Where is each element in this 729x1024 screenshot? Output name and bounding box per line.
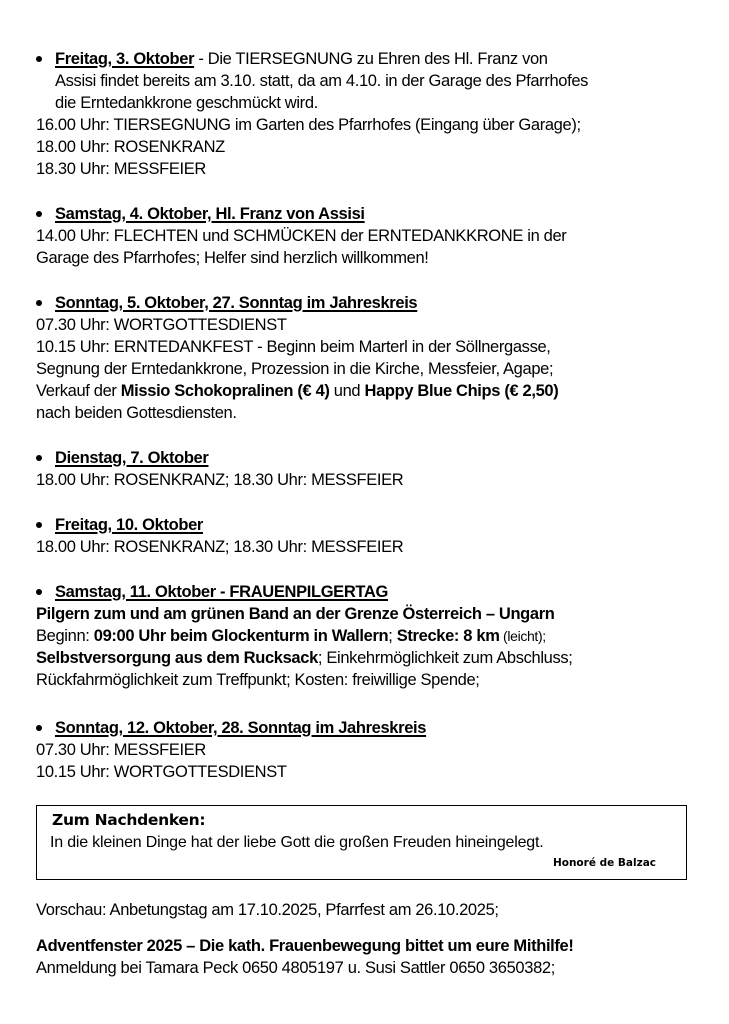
event-text-line: Assisi findet bereits am 3.10. statt, da am 4.10. in der Garage des Pfarrhofes (55, 72, 589, 90)
detail-sep: ; (388, 627, 397, 645)
event-heading: Freitag, 10. Oktober (55, 516, 203, 534)
event-heading-suffix: - Die TIERSEGNUNG zu Ehren des Hl. Franz von (194, 50, 548, 68)
event-text-line: die Erntedankkrone geschmückt wird. (55, 94, 318, 112)
event-text-line: Garage des Pfarrhofes; Helfer sind herzlich willkommen! (36, 249, 429, 267)
event-detail-line (36, 647, 573, 669)
event-heading: Sonntag, 5. Oktober, 27. Sonntag im Jahreskreis (55, 294, 418, 312)
detail-supply: Selbstversorgung aus dem Rucksack (36, 649, 318, 667)
event-time-line: 10.15 Uhr: WORTGOTTESDIENST (36, 763, 287, 781)
event-heading-line (55, 514, 203, 536)
event-heading: Freitag, 3. Oktober (55, 50, 195, 68)
advent-title: Adventfenster 2025 – Die kath. Frauenbewegung bittet um eure Mithilfe! (36, 937, 574, 955)
detail-stop: ; Einkehrmöglichkeit zum Abschluss; (317, 649, 573, 667)
event-text-line: nach beiden Gottesdiensten. (36, 404, 237, 422)
quote-title: Zum Nachdenken: (52, 811, 206, 829)
bullet-icon (36, 211, 42, 217)
bullet-icon (36, 455, 42, 461)
event-detail-line: Rückfahrmöglichkeit zum Treffpunkt; Kosten: freiwillige Spende; (36, 671, 480, 689)
bullet-icon (36, 725, 42, 731)
sale-item-chips: Happy Blue Chips (€ 2,50) (364, 382, 559, 400)
event-time-line: 18.00 Uhr: ROSENKRANZ; 18.30 Uhr: MESSFEIER (36, 538, 404, 556)
sale-item-missio: Missio Schokopralinen (€ 4) (120, 382, 330, 400)
event-time-line: 07.30 Uhr: WORTGOTTESDIENST (36, 316, 287, 334)
bullet-icon (36, 300, 42, 306)
event-heading: Sonntag, 12. Oktober, 28. Sonntag im Jahreskreis (55, 719, 427, 737)
event-text-line: Segnung der Erntedankkrone, Prozession in die Kirche, Messfeier, Agape; (36, 360, 554, 378)
event-time-line: 16.00 Uhr: TIERSEGNUNG im Garten des Pfarrhofes (Eingang über Garage); (36, 116, 581, 134)
bullet-icon (36, 522, 42, 528)
event-heading: Dienstag, 7. Oktober (55, 449, 209, 467)
event-heading-line (55, 292, 417, 314)
event-heading-line (55, 581, 388, 603)
quote-author: Honoré de Balzac (552, 857, 656, 869)
event-subtitle: Pilgern zum und am grünen Band an der Grenze Österreich – Ungarn (36, 605, 555, 623)
event-time-line: 07.30 Uhr: MESSFEIER (36, 741, 206, 759)
quote-box (36, 805, 687, 880)
detail-label: Beginn: (36, 627, 94, 645)
sale-prefix: Verkauf der (36, 382, 121, 400)
event-heading-line (55, 48, 548, 70)
advent-contact: Anmeldung bei Tamara Peck 0650 4805197 u. Susi Sattler 0650 3650382; (36, 959, 555, 977)
detail-distance: Strecke: 8 km (396, 627, 500, 645)
bullet-icon (36, 56, 42, 62)
event-time-line: 18.00 Uhr: ROSENKRANZ (36, 138, 225, 156)
sale-line (36, 380, 558, 402)
event-heading-line (55, 717, 426, 739)
event-time-line: 18.30 Uhr: MESSFEIER (36, 160, 206, 178)
sale-mid: und (329, 382, 365, 400)
quote-text: In die kleinen Dinge hat der liebe Gott die großen Freuden hineingelegt. (50, 834, 544, 851)
bullet-icon (36, 589, 42, 595)
preview-line: Vorschau: Anbetungstag am 17.10.2025, Pfarrfest am 26.10.2025; (36, 901, 499, 919)
detail-difficulty: (leicht); (499, 628, 546, 644)
detail-start: 09:00 Uhr beim Glockenturm in Wallern (93, 627, 389, 645)
event-heading-line (55, 447, 208, 469)
event-detail-line (36, 625, 546, 647)
event-time-line: 10.15 Uhr: ERNTEDANKFEST - Beginn beim Marterl in der Söllnergasse, (36, 338, 551, 356)
event-heading: Samstag, 11. Oktober - FRAUENPILGERTAG (55, 583, 388, 601)
event-time-line: 18.00 Uhr: ROSENKRANZ; 18.30 Uhr: MESSFEIER (36, 471, 404, 489)
event-time-line: 14.00 Uhr: FLECHTEN und SCHMÜCKEN der ERNTEDANKKRONE in der (36, 227, 567, 245)
event-heading: Samstag, 4. Oktober, Hl. Franz von Assisi (55, 205, 365, 223)
event-heading-line (55, 203, 365, 225)
